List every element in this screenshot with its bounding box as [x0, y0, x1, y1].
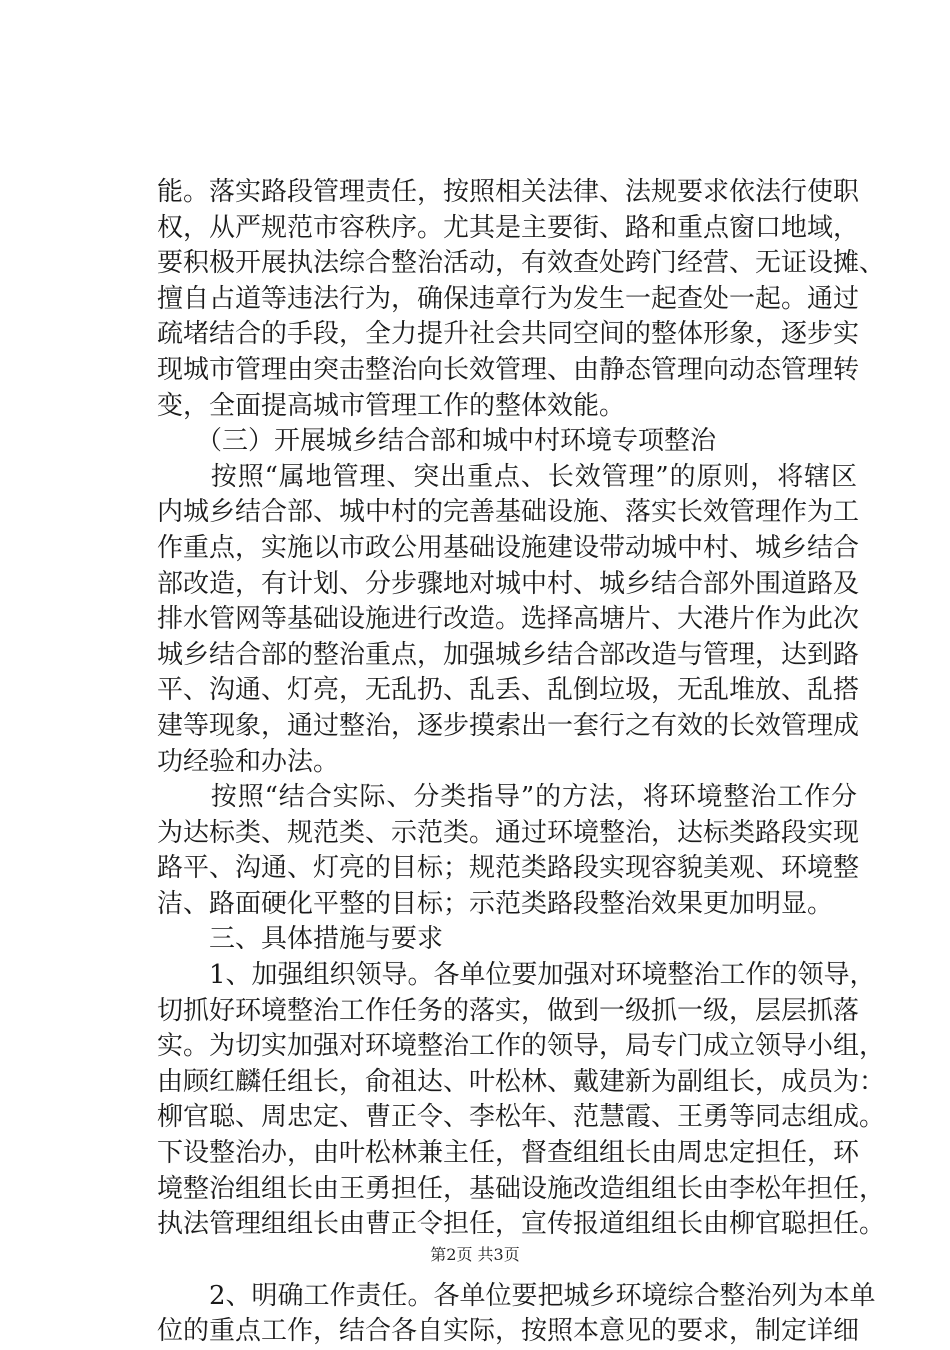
text-line: 柳官聪、周忠定、曹正令、李松年、范慧霞、王勇等同志组成。: [157, 1102, 886, 1133]
text-line: 变，全面提高城市管理工作的整体效能。: [157, 390, 626, 421]
section-heading: [157, 922, 857, 958]
text-line: 现城市管理由突击整治向长效管理、由静态管理向动态管理转: [157, 354, 860, 385]
section-heading: [157, 424, 857, 460]
document-body: [157, 175, 886, 1350]
text-line: 路平、沟通、灯亮的目标；规范类路段实现容貌美观、环境整: [157, 853, 860, 884]
text-line: 实。为切实加强对环境整治工作的领导，局专门成立领导小组，: [157, 1031, 886, 1062]
text-line: 疏堵结合的手段，全力提升社会共同空间的整体形象，逐步实: [157, 319, 860, 350]
paragraph: [157, 1279, 876, 1350]
text-line: 1、加强组织领导。各单位要加强对环境整治工作的领导，: [157, 960, 876, 991]
text-line: 擅自占道等违法行为，确保违章行为发生一起查处一起。通过: [157, 283, 860, 314]
text-line: 为达标类、规范类、示范类。通过环境整治，达标类路段实现: [157, 817, 860, 848]
text-line: 按照“结合实际、分类指导”的方法，将环境整治工作分: [157, 782, 857, 813]
text-line: 要积极开展执法综合整治活动，有效查处跨门经营、无证设摊、: [157, 248, 886, 279]
paragraph-continuation: [157, 175, 886, 424]
text-line: 内城乡结合部、城中村的完善基础设施、落实长效管理作为工: [157, 497, 860, 528]
paragraph: [157, 780, 860, 922]
text-line: 按照“属地管理、突出重点、长效管理”的原则，将辖区: [157, 461, 857, 492]
text-line: 由顾红麟任组长，俞祖达、叶松林、戴建新为副组长，成员为：: [157, 1066, 886, 1097]
text-line: 功经验和办法。: [157, 746, 340, 777]
heading-text: （三）开展城乡结合部和城中村环境专项整治: [157, 426, 717, 457]
text-line: 作重点，实施以市政公用基础设施建设带动城中村、城乡结合: [157, 532, 860, 563]
text-line: 位的重点工作，结合各自实际，按照本意见的要求，制定详细: [157, 1316, 860, 1347]
heading-text: 三、具体措施与要求: [157, 924, 444, 955]
paragraph: [157, 460, 860, 780]
text-line: 能。落实路段管理责任，按照相关法律、法规要求依法行使职: [157, 177, 860, 207]
text-line: 下设整治办，由叶松林兼主任，督查组组长由周忠定担任，环: [157, 1138, 860, 1169]
text-line: 权，从严规范市容秩序。尤其是主要街、路和重点窗口地域，: [157, 212, 860, 243]
text-line: 城乡结合部的整治重点，加强城乡结合部改造与管理，达到路: [157, 639, 860, 670]
text-line: 切抓好环境整治工作任务的落实，做到一级抓一级，层层抓落: [157, 995, 860, 1026]
paragraph: [157, 958, 886, 1243]
text-line: 部改造，有计划、分步骤地对城中村、城乡结合部外围道路及: [157, 568, 860, 599]
page-number-footer: 第2页 共3页: [430, 1245, 520, 1264]
text-line: 境整治组组长由王勇担任，基础设施改造组组长由李松年担任，: [157, 1173, 886, 1204]
text-line: 2、明确工作责任。各单位要把城乡环境综合整治列为本单: [157, 1280, 876, 1311]
text-line: 洁、路面硬化平整的目标；示范类路段整治效果更加明显。: [157, 888, 834, 919]
text-line: 建等现象，通过整治，逐步摸索出一套行之有效的长效管理成: [157, 710, 860, 741]
text-line: 排水管网等基础设施进行改造。选择高塘片、大港片作为此次: [157, 604, 860, 635]
text-line: 执法管理组组长由曹正令担任，宣传报道组组长由柳官聪担任。: [157, 1209, 886, 1240]
text-line: 平、沟通、灯亮，无乱扔、乱丢、乱倒垃圾，无乱堆放、乱搭: [157, 675, 860, 706]
